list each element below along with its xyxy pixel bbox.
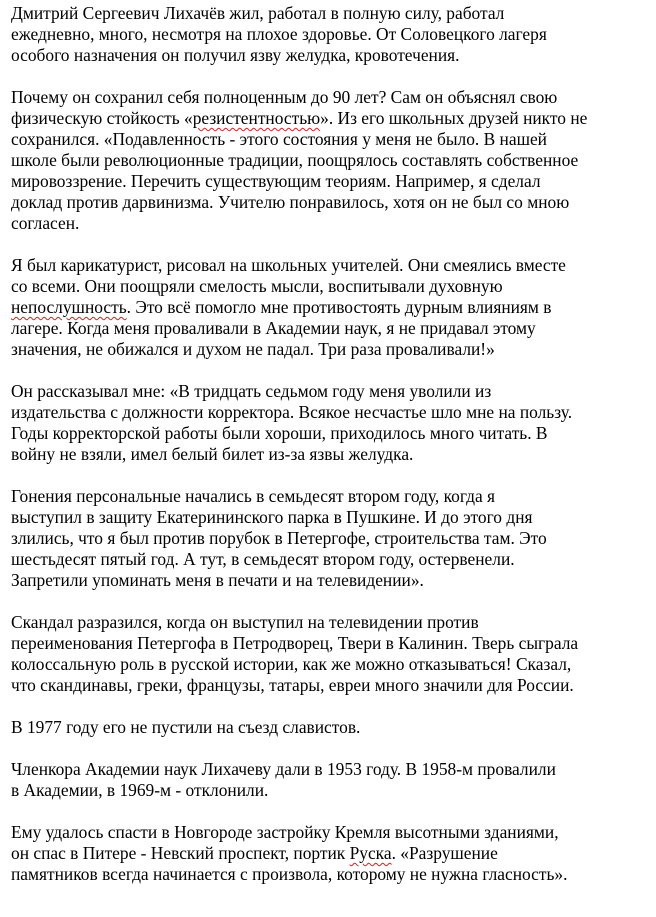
paragraph-2 xyxy=(11,87,646,234)
paragraph-9 xyxy=(11,822,646,885)
paragraph-3-text-before: Я был карикатурист, рисовал на школьных учителей. Они смеялись вместе со всеми. Они поощряли смелость мысли, воспитывали духовную xyxy=(11,255,566,296)
paragraph-2-text-after: ». Из его школьных друзей никто не сохранился. «Подавленность - этого состояния у меня не было. В нашей школе были революционные традиции, поощрялось составлять собственное мировоззрение. Перечить существующим теориям. Например, я сделал доклад против дарвинизма. Учителю понравилось, хотя он не был со мною согласен. xyxy=(11,108,588,233)
paragraph-5: Гонения персональные начались в семьдесят втором году, когда я выступил в защиту Екатерининского парка в Пушкине. И до этого дня злились, что я был против порубок в Петергофе, строительства там. Это шестьдесят пятый год. А тут, в семьдесят втором году, остервенели. Запретили упоминать меня в печати и на телевидении». xyxy=(11,486,547,590)
paragraph-1: Дмитрий Сергеевич Лихачёв жил, работал в полную силу, работал ежедневно, много, несмотря на плохое здоровье. От Соловецкого лагеря особого назначения он получил язву желудка, кровотечения. xyxy=(11,3,547,65)
paragraph-3-text-after: . Это всё помогло мне противостоять дурным влияниям в лагере. Когда меня проваливали в Академии наук, я не придавал этому значения, не обижался и духом не падал. Три раза проваливали!» xyxy=(11,297,552,359)
paragraph-9-text-after: . «Разрушение памятников всегда начинается с произвола, которому не нужна гласность». xyxy=(11,843,568,884)
paragraph-3 xyxy=(11,255,646,360)
paragraph-7: В 1977 году его не пустили на съезд славистов. xyxy=(11,717,361,737)
paragraph-9-text-before: Ему удалось спасти в Новгороде застройку Кремля высотными зданиями, он спас в Питере - Невский проспект, портик xyxy=(11,822,559,863)
spellcheck-flagged-word[interactable]: резистентностью xyxy=(192,108,321,128)
paragraph-4: Он рассказывал мне: «В тридцать седьмом году меня уволили из издательства с должности корректора. Всякое несчастье шло мне на пользу. Годы корректорской работы были хороши, приходилось много читать. В войну не взяли, имел белый билет из-за язвы желудка. xyxy=(11,381,573,464)
paragraph-2-text-before: Почему он сохранил себя полноценным до 90 лет? Сам он объяснял свою физическую стойкость « xyxy=(11,87,558,128)
spellcheck-flagged-word[interactable]: непослушность xyxy=(11,297,127,317)
paragraph-8: Членкора Академии наук Лихачеву дали в 1953 году. В 1958-м провалили в Академии, в 1969-м - отклонили. xyxy=(11,759,556,800)
spellcheck-flagged-word[interactable]: Руска xyxy=(349,843,392,863)
paragraph-6: Скандал разразился, когда он выступил на телевидении против переименования Петергофа в Петродворец, Твери в Калинин. Тверь сыграла колоссальную роль в русской истории, как же можно отказываться! Сказал, что скандинавы, греки, французы, татары, евреи много значили для России. xyxy=(11,612,579,695)
